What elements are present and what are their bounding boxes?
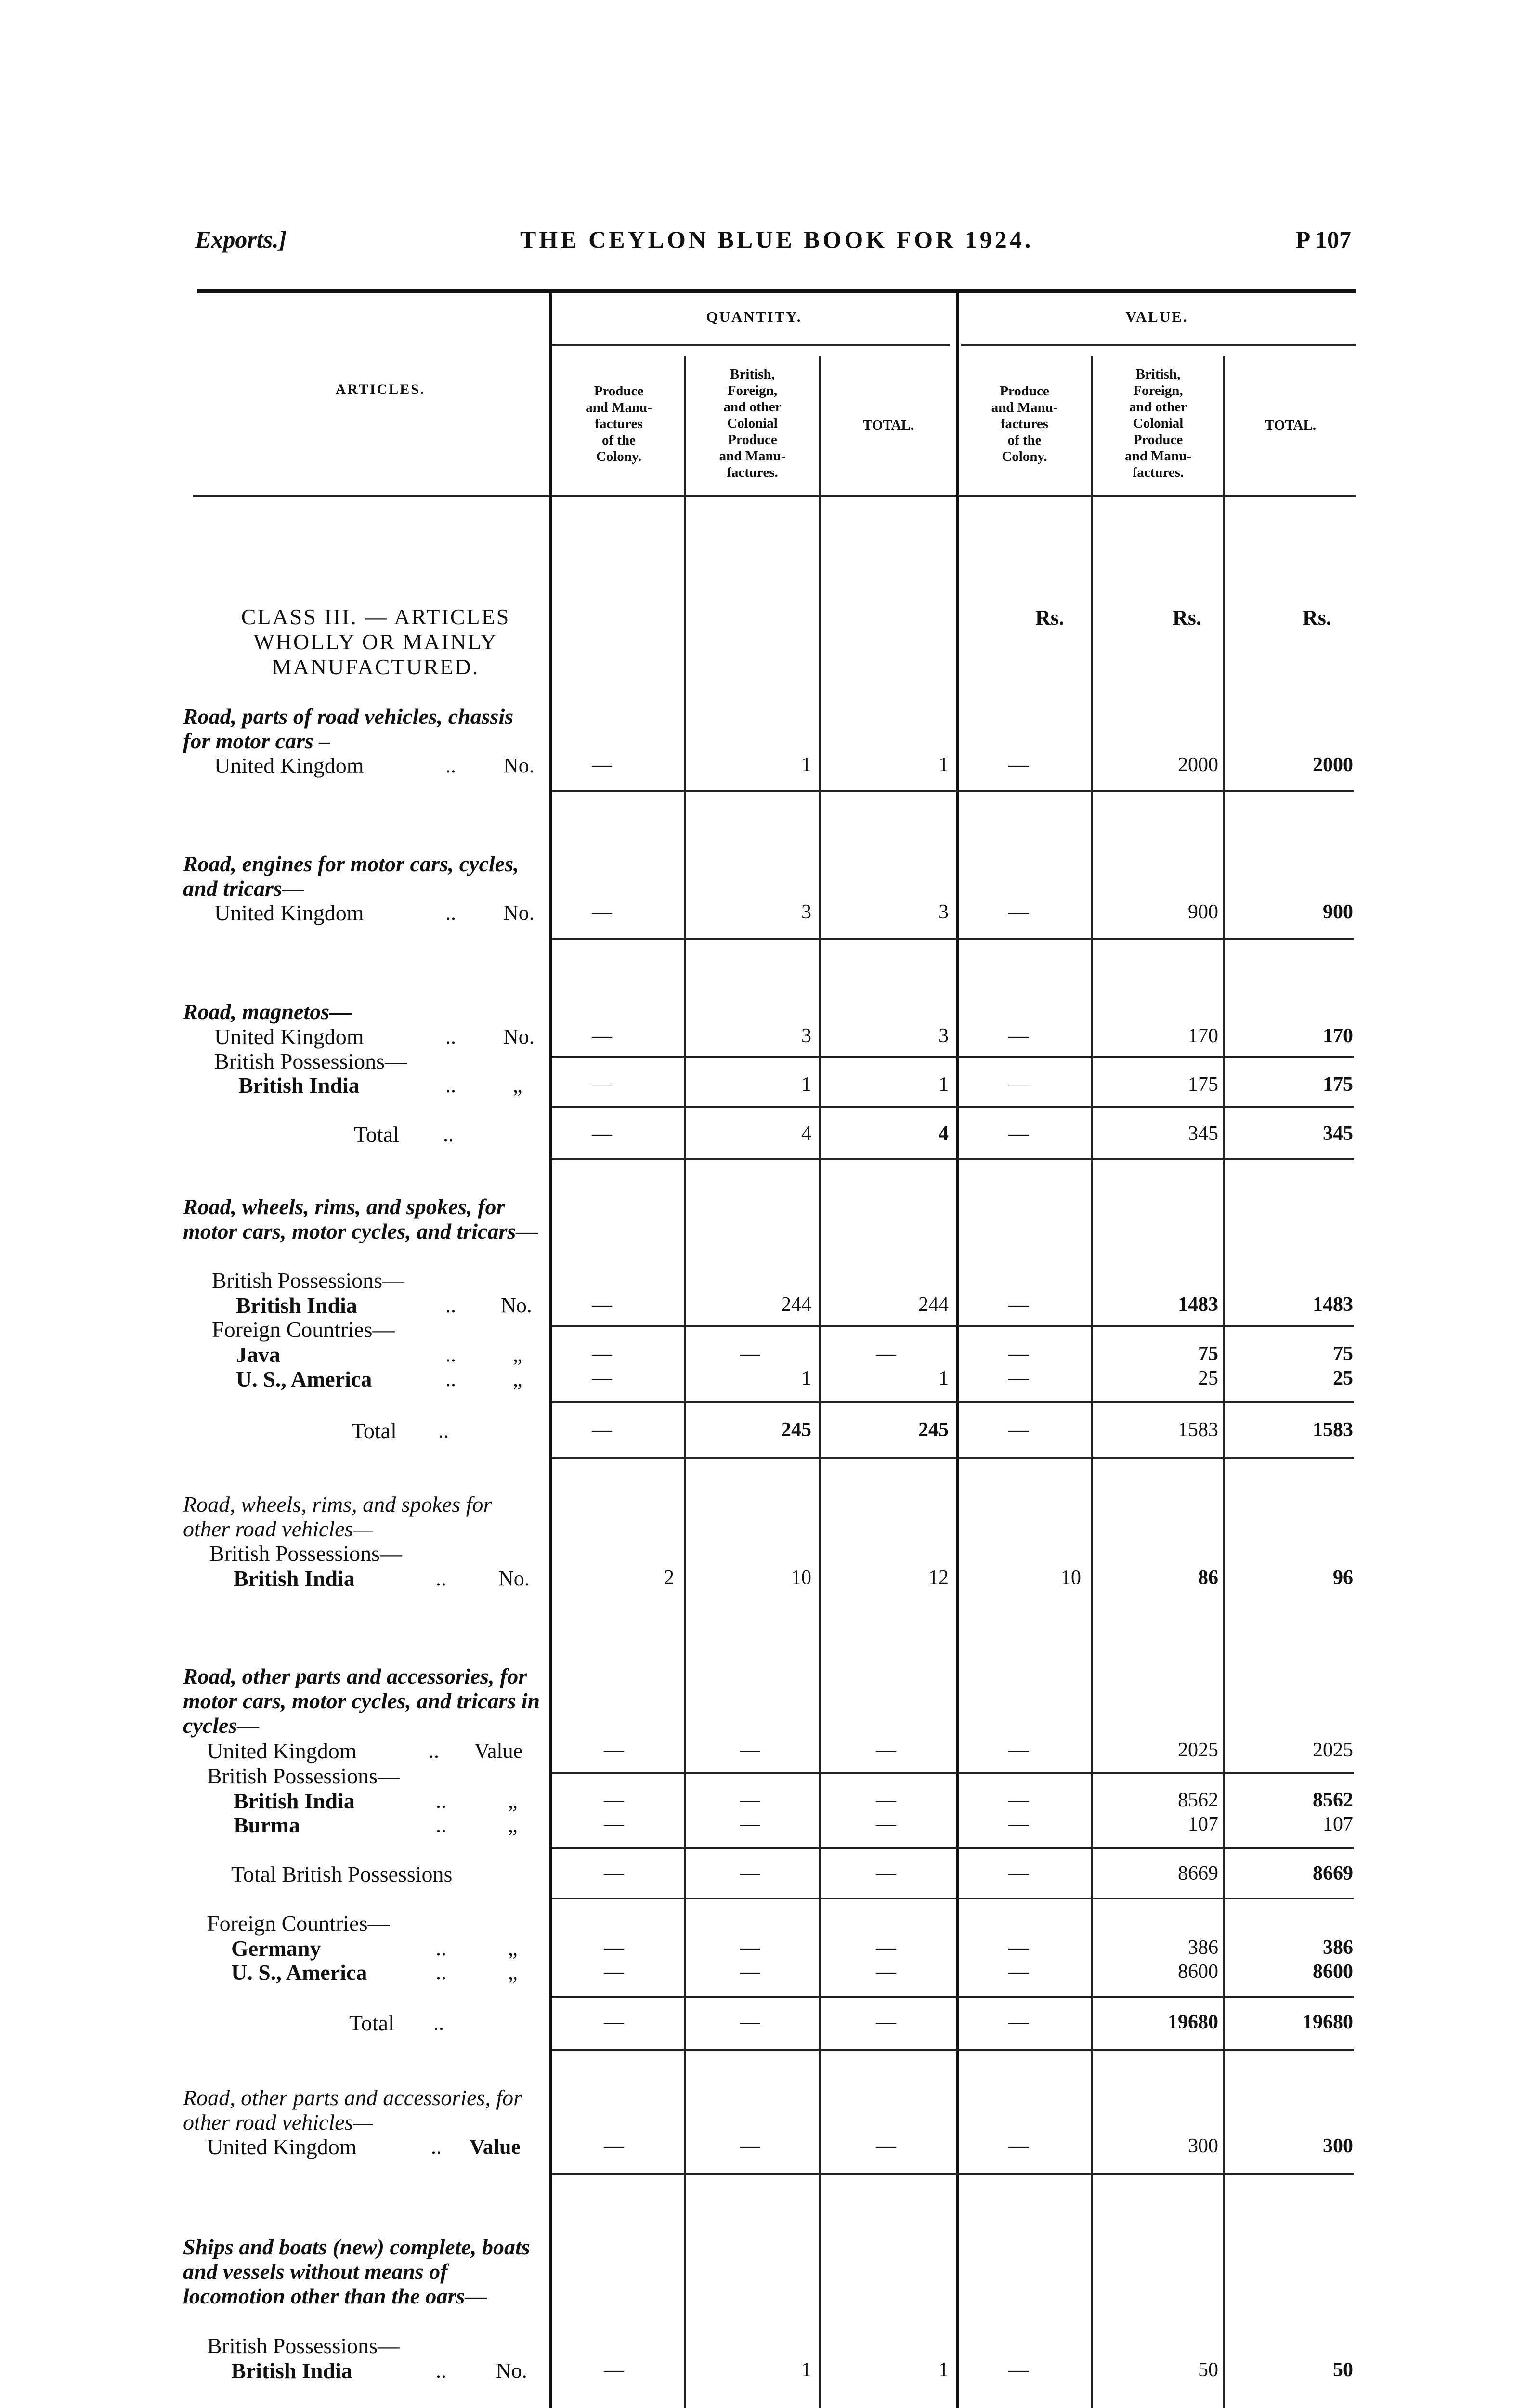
cell-q1: — <box>592 901 612 923</box>
cell-v1: — <box>1008 1123 1029 1145</box>
cell-v3: 386 <box>1323 1937 1353 1959</box>
cell-q1: — <box>592 1419 612 1441</box>
subgroup-label: British Possessions— <box>207 2333 400 2358</box>
cell-v1: — <box>1008 901 1029 923</box>
row-label: Germany <box>231 1936 321 1961</box>
class-title: CLASS III. — ARTICLES WHOLLY OR MAINLY MANUFACTURED. <box>241 604 510 679</box>
section-title: Road, wheels, rims, and spokes for other road vehicles— <box>183 1492 492 1541</box>
cell-v2: 86 <box>1198 1567 1218 1589</box>
cell-v2: 25 <box>1198 1367 1218 1389</box>
cell-q3: — <box>876 1789 896 1811</box>
section-title: Ships and boats (new) complete, boats and vessels without means of locomotion other than the oars— <box>183 2235 530 2308</box>
cell-v1: — <box>1008 2135 1029 2157</box>
cell-q3: — <box>876 2011 896 2033</box>
subgroup-label: Foreign Countries— <box>207 1911 390 1936</box>
section-title: Road, magnetos— <box>183 999 352 1024</box>
cell-q2: 4 <box>801 1123 811 1145</box>
cell-q3: — <box>876 1813 896 1835</box>
cell-v1: — <box>1008 754 1029 776</box>
col-head-british-qty: British, Foreign, and other Colonial Produce and Manu- factures. <box>719 366 786 480</box>
row-dots: .. <box>433 2011 444 2035</box>
row-dots: .. <box>443 1123 454 1146</box>
cell-q3: 244 <box>918 1294 949 1316</box>
cell-q1: — <box>604 1862 624 1885</box>
col-divider-articles <box>549 289 552 2408</box>
cell-q2: 245 <box>781 1419 811 1441</box>
cell-q3: — <box>876 2135 896 2157</box>
cell-q2: 1 <box>801 754 811 776</box>
row-rule <box>552 1401 1354 1403</box>
cell-q1: — <box>604 2359 624 2381</box>
cell-q3: 1 <box>939 1367 949 1389</box>
cell-q2: — <box>740 1739 760 1761</box>
total-label: Total <box>354 1122 399 1147</box>
section-title: Road, other parts and accessories, for motor cars, motor cycles, and tricars in cycles— <box>183 1664 540 1738</box>
cell-q1: — <box>592 1343 612 1365</box>
col-head-produce-qty: Produce and Manu- factures of the Colony. <box>586 383 652 464</box>
subgroup-label: British Possessions— <box>212 1268 405 1293</box>
row-unit: No. <box>501 1294 532 1317</box>
row-rule <box>552 790 1354 792</box>
row-unit: „ <box>513 1367 522 1391</box>
section-title: Road, wheels, rims, and spokes, for motor cars, motor cycles, and tricars— <box>183 1194 538 1243</box>
cell-v2: 19680 <box>1168 2011 1218 2033</box>
quantity-heading: QUANTITY. <box>706 308 802 325</box>
cell-q1: — <box>592 1123 612 1145</box>
row-rule <box>552 1772 1354 1774</box>
row-unit: „ <box>508 1961 518 1984</box>
cell-q2: — <box>740 1961 760 1983</box>
col-head-produce-val: Produce and Manu- factures of the Colony. <box>991 383 1058 464</box>
cell-v1: — <box>1008 1025 1029 1047</box>
row-dots: .. <box>445 1367 456 1391</box>
row-unit: No. <box>503 901 535 925</box>
row-dots: .. <box>445 754 456 777</box>
cell-q1: — <box>604 1937 624 1959</box>
row-dots: .. <box>445 1073 456 1097</box>
value-heading: VALUE. <box>1125 308 1188 325</box>
cell-q2: 1 <box>801 2359 811 2381</box>
row-unit: No. <box>496 2359 527 2382</box>
row-dots: .. <box>445 1025 456 1048</box>
cell-v1: — <box>1008 1961 1029 1983</box>
cell-v2: 170 <box>1188 1025 1218 1047</box>
row-label: U. S., America <box>236 1367 372 1391</box>
cell-v3: 300 <box>1323 2135 1353 2157</box>
cell-q1: — <box>604 2135 624 2157</box>
cell-v1: — <box>1008 1937 1029 1959</box>
cell-q3: 1 <box>939 2359 949 2381</box>
cell-v2: 175 <box>1188 1073 1218 1096</box>
cell-q2: 1 <box>801 1367 811 1389</box>
cell-v1: — <box>1008 1367 1029 1389</box>
row-rule <box>552 1158 1354 1160</box>
row-rule <box>552 1056 1354 1058</box>
col-head-total-val: TOTAL. <box>1265 418 1317 433</box>
cell-q2: — <box>740 1862 760 1885</box>
cell-q3: 12 <box>928 1567 949 1589</box>
row-dots: .. <box>438 1419 449 1442</box>
cell-q2: — <box>740 1343 760 1365</box>
cell-v2: 300 <box>1188 2135 1218 2157</box>
row-label: United Kingdom <box>214 901 364 925</box>
cell-v3: 8562 <box>1313 1789 1353 1811</box>
cell-v2: 8562 <box>1178 1789 1218 1811</box>
row-label: British India <box>238 1073 360 1098</box>
cell-q2: — <box>740 1789 760 1811</box>
cell-v3: 8669 <box>1313 1862 1353 1885</box>
row-unit: „ <box>513 1073 522 1097</box>
section-title: Road, other parts and accessories, for other road vehicles— <box>183 2085 522 2134</box>
cell-q3: 1 <box>939 754 949 776</box>
section-title: Road, parts of road vehicles, chassis for motor cars – <box>183 704 514 753</box>
row-rule <box>552 1898 1354 1899</box>
col-divider-v1 <box>1091 356 1093 2408</box>
cell-v2: 900 <box>1188 901 1218 923</box>
cell-q1: — <box>604 1789 624 1811</box>
cell-v1: — <box>1008 1343 1029 1365</box>
row-dots: .. <box>436 1567 446 1590</box>
row-unit: No. <box>503 754 535 777</box>
cell-v2: 8600 <box>1178 1961 1218 1983</box>
cell-v2: 1583 <box>1178 1419 1218 1441</box>
cell-v2: 75 <box>1198 1343 1218 1365</box>
cell-q1: — <box>592 1073 612 1096</box>
currency-v2: Rs. <box>1173 606 1201 629</box>
cell-q2: — <box>740 2135 760 2157</box>
subgroup-label: British Possessions— <box>209 1541 403 1566</box>
row-dots: .. <box>445 901 456 925</box>
cell-v1: 10 <box>1061 1567 1081 1589</box>
row-rule <box>552 1457 1354 1459</box>
row-dots: .. <box>436 2359 446 2382</box>
cell-q1: — <box>604 1961 624 1983</box>
cell-v3: 900 <box>1323 901 1353 923</box>
cell-v1: — <box>1008 1073 1029 1096</box>
cell-v1: — <box>1008 1739 1029 1761</box>
cell-v3: 107 <box>1323 1813 1353 1835</box>
cell-v3: 19680 <box>1303 2011 1353 2033</box>
total-label: Total <box>352 1418 397 1443</box>
cell-v1: — <box>1008 1862 1029 1885</box>
row-unit: No. <box>498 1567 530 1590</box>
cell-q3: — <box>876 1937 896 1959</box>
row-dots: .. <box>436 1789 446 1813</box>
row-label: United Kingdom <box>207 1739 357 1763</box>
cell-q3: — <box>876 1343 896 1365</box>
cell-v2: 50 <box>1198 2359 1218 2381</box>
col-divider-v2 <box>1223 356 1225 2408</box>
cell-q2: — <box>740 1937 760 1959</box>
cell-v1: — <box>1008 2359 1029 2381</box>
cell-v3: 1583 <box>1313 1419 1353 1441</box>
cell-q3: 245 <box>918 1419 949 1441</box>
row-rule <box>552 2173 1354 2175</box>
row-unit: „ <box>513 1343 522 1366</box>
cell-v1: — <box>1008 2011 1029 2033</box>
row-rule <box>552 938 1354 940</box>
cell-v3: 345 <box>1323 1123 1353 1145</box>
row-unit: Value <box>474 1739 523 1763</box>
row-label: United Kingdom <box>214 753 364 778</box>
row-label: British India <box>234 1789 355 1813</box>
currency-v3: Rs. <box>1303 606 1331 629</box>
quantity-rule <box>552 344 950 346</box>
total-british-label: Total British Possessions <box>231 1862 453 1886</box>
row-rule <box>552 1996 1354 1998</box>
cell-q2: 244 <box>781 1294 811 1316</box>
cell-v2: 2000 <box>1178 754 1218 776</box>
section-title: Road, engines for motor cars, cycles, and tricars— <box>183 851 519 901</box>
cell-v3: 2025 <box>1313 1739 1353 1761</box>
currency-v1: Rs. <box>1035 606 1064 629</box>
cell-v3: 1483 <box>1313 1294 1353 1316</box>
cell-v2: 386 <box>1188 1937 1218 1959</box>
cell-q2: 1 <box>801 1073 811 1096</box>
table-top-rule <box>197 289 1356 293</box>
row-label: Burma <box>234 1813 300 1837</box>
row-dots: .. <box>429 1739 439 1763</box>
cell-v3: 175 <box>1323 1073 1353 1096</box>
cell-q1: — <box>592 1367 612 1389</box>
subgroup-label: British Possessions— <box>207 1764 400 1788</box>
cell-v2: 8669 <box>1178 1862 1218 1885</box>
cell-q3: — <box>876 1739 896 1761</box>
col-divider-q1 <box>684 356 686 2408</box>
cell-v1: — <box>1008 1789 1029 1811</box>
cell-q1: 2 <box>664 1567 674 1589</box>
row-unit: No. <box>503 1025 535 1048</box>
cell-v1: — <box>1008 1813 1029 1835</box>
row-dots: .. <box>436 1961 446 1984</box>
col-divider-q2 <box>819 356 821 2408</box>
cell-q2: — <box>740 1813 760 1835</box>
row-label: Java <box>236 1342 280 1367</box>
subgroup-label: British Possessions— <box>214 1049 407 1073</box>
cell-v2: 107 <box>1188 1813 1218 1835</box>
page-number: P 107 <box>1295 226 1351 253</box>
cell-v3: 8600 <box>1313 1961 1353 1983</box>
row-dots: .. <box>431 2135 442 2159</box>
cell-q1: — <box>604 1739 624 1761</box>
cell-v3: 50 <box>1333 2359 1353 2381</box>
col-divider-quantity-value <box>956 289 959 2408</box>
cell-v2: 1483 <box>1178 1294 1218 1316</box>
cell-q3: 1 <box>939 1073 949 1096</box>
cell-v3: 96 <box>1333 1567 1353 1589</box>
head-bottom-rule <box>193 495 1356 497</box>
col-head-total-qty: TOTAL. <box>862 418 914 433</box>
section-label: Exports.] <box>195 226 287 253</box>
row-rule <box>552 1325 1354 1327</box>
page-title: THE CEYLON BLUE BOOK FOR 1924. <box>520 226 1034 253</box>
cell-q1: — <box>592 1294 612 1316</box>
cell-v3: 25 <box>1333 1367 1353 1389</box>
cell-v2: 2025 <box>1178 1739 1218 1761</box>
row-dots: .. <box>436 1813 446 1837</box>
cell-q2: — <box>740 2011 760 2033</box>
articles-heading: ARTICLES. <box>335 381 426 397</box>
row-label: United Kingdom <box>207 2134 357 2159</box>
cell-v3: 75 <box>1333 1343 1353 1365</box>
cell-q3: 3 <box>939 901 949 923</box>
row-label: British India <box>234 1566 355 1591</box>
row-unit: „ <box>508 1789 518 1813</box>
cell-v3: 2000 <box>1313 754 1353 776</box>
cell-q2: 10 <box>791 1567 811 1589</box>
cell-q1: — <box>604 1813 624 1835</box>
row-unit: Value <box>470 2135 521 2159</box>
cell-v1: — <box>1008 1419 1029 1441</box>
row-label: United Kingdom <box>214 1024 364 1049</box>
cell-v1: — <box>1008 1294 1029 1316</box>
row-dots: .. <box>436 1937 446 1960</box>
value-rule <box>961 344 1356 346</box>
cell-q1: — <box>592 754 612 776</box>
row-rule <box>552 1847 1354 1849</box>
row-dots: .. <box>445 1294 456 1317</box>
cell-q3: — <box>876 1862 896 1885</box>
row-dots: .. <box>445 1343 456 1366</box>
cell-q1: — <box>592 1025 612 1047</box>
cell-q2: 3 <box>801 901 811 923</box>
row-label: British India <box>231 2358 352 2383</box>
row-unit: „ <box>508 1937 518 1960</box>
cell-v2: 345 <box>1188 1123 1218 1145</box>
row-label: British India <box>236 1293 357 1318</box>
row-rule <box>552 1106 1354 1108</box>
cell-q2: 3 <box>801 1025 811 1047</box>
cell-q3: 3 <box>939 1025 949 1047</box>
cell-q3: — <box>876 1961 896 1983</box>
row-label: U. S., America <box>231 1960 367 1985</box>
col-head-british-val: British, Foreign, and other Colonial Produce and Manu- factures. <box>1125 366 1191 480</box>
row-unit: „ <box>508 1813 518 1837</box>
cell-q3: 4 <box>939 1123 949 1145</box>
cell-v3: 170 <box>1323 1025 1353 1047</box>
cell-q1: — <box>604 2011 624 2033</box>
total-label: Total <box>349 2011 394 2035</box>
row-rule <box>552 2049 1354 2051</box>
subgroup-label: Foreign Countries— <box>212 1317 395 1342</box>
